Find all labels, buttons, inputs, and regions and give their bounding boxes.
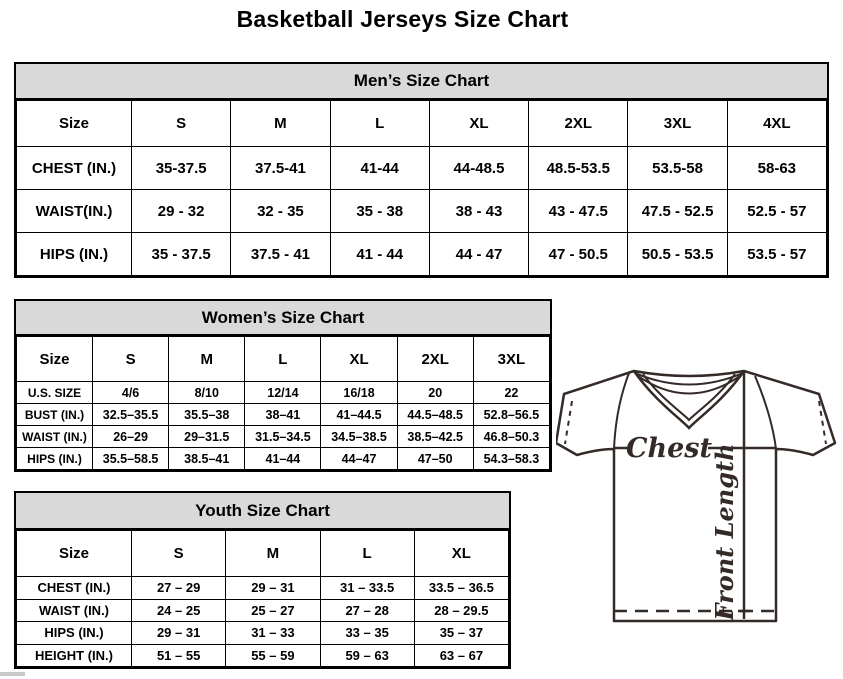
size-value-cell: 53.5 - 57 bbox=[727, 233, 826, 276]
size-value-cell: 63 – 67 bbox=[414, 644, 508, 667]
row-label: U.S. SIZE bbox=[17, 382, 93, 404]
size-value-cell: 37.5-41 bbox=[231, 147, 330, 190]
size-value-cell: 59 – 63 bbox=[320, 644, 414, 667]
size-value-cell: 28 – 29.5 bbox=[414, 599, 508, 622]
row-label: WAIST (IN.) bbox=[17, 599, 132, 622]
table-row bbox=[17, 382, 550, 404]
col-header-4xl: 4XL bbox=[727, 101, 826, 147]
womens-size-grid bbox=[16, 336, 550, 470]
size-value-cell: 20 bbox=[397, 382, 473, 404]
size-value-cell: 26–29 bbox=[93, 426, 169, 448]
scrollbar-fragment bbox=[0, 672, 25, 676]
size-value-cell: 37.5 - 41 bbox=[231, 233, 330, 276]
size-value-cell: 47 - 50.5 bbox=[529, 233, 628, 276]
size-value-cell: 41-44 bbox=[330, 147, 429, 190]
column-header-row bbox=[17, 531, 509, 577]
size-value-cell: 38 - 43 bbox=[429, 190, 528, 233]
size-value-cell: 44 - 47 bbox=[429, 233, 528, 276]
size-value-cell: 29–31.5 bbox=[169, 426, 245, 448]
col-header-2xl: 2XL bbox=[397, 337, 473, 382]
table-row bbox=[17, 190, 827, 233]
col-header-s: S bbox=[93, 337, 169, 382]
col-header-m: M bbox=[231, 101, 330, 147]
size-value-cell: 41 - 44 bbox=[330, 233, 429, 276]
size-value-cell: 22 bbox=[473, 382, 549, 404]
col-header-s: S bbox=[132, 531, 226, 577]
col-header-m: M bbox=[169, 337, 245, 382]
size-value-cell: 31.5–34.5 bbox=[245, 426, 321, 448]
row-label: BUST (IN.) bbox=[17, 404, 93, 426]
row-label: CHEST (IN.) bbox=[17, 147, 132, 190]
youth-size-grid bbox=[16, 530, 509, 667]
row-label: HIPS (IN.) bbox=[17, 622, 132, 645]
size-value-cell: 4/6 bbox=[93, 382, 169, 404]
col-header-xl: XL bbox=[429, 101, 528, 147]
size-value-cell: 44.5–48.5 bbox=[397, 404, 473, 426]
table-row bbox=[17, 448, 550, 470]
table-row bbox=[17, 426, 550, 448]
col-header-l: L bbox=[245, 337, 321, 382]
size-value-cell: 35.5–38 bbox=[169, 404, 245, 426]
size-value-cell: 29 – 31 bbox=[226, 577, 320, 600]
row-label: HIPS (IN.) bbox=[17, 233, 132, 276]
jersey-measurement-diagram bbox=[556, 364, 838, 626]
size-value-cell: 27 – 28 bbox=[320, 599, 414, 622]
col-header-s: S bbox=[132, 101, 231, 147]
size-value-cell: 35.5–58.5 bbox=[93, 448, 169, 470]
size-value-cell: 32 - 35 bbox=[231, 190, 330, 233]
size-value-cell: 12/14 bbox=[245, 382, 321, 404]
col-header-2xl: 2XL bbox=[529, 101, 628, 147]
jersey-diagram-svg bbox=[556, 364, 838, 626]
chest-label: Chest bbox=[626, 433, 712, 464]
size-value-cell: 16/18 bbox=[321, 382, 397, 404]
size-value-cell: 44-48.5 bbox=[429, 147, 528, 190]
size-value-cell: 8/10 bbox=[169, 382, 245, 404]
size-value-cell: 41–44.5 bbox=[321, 404, 397, 426]
size-value-cell: 58-63 bbox=[727, 147, 826, 190]
size-value-cell: 33 – 35 bbox=[320, 622, 414, 645]
jersey-silhouette bbox=[556, 371, 835, 621]
youth-size-table bbox=[14, 491, 511, 669]
size-value-cell: 31 – 33 bbox=[226, 622, 320, 645]
size-value-cell: 29 – 31 bbox=[132, 622, 226, 645]
size-value-cell: 29 - 32 bbox=[132, 190, 231, 233]
size-value-cell: 38.5–41 bbox=[169, 448, 245, 470]
col-header-3xl: 3XL bbox=[473, 337, 549, 382]
table-row bbox=[17, 404, 550, 426]
table-row bbox=[17, 644, 509, 667]
size-value-cell: 47–50 bbox=[397, 448, 473, 470]
womens-size-table bbox=[14, 299, 552, 472]
mens-size-grid bbox=[16, 100, 827, 276]
page-title: Basketball Jerseys Size Chart bbox=[236, 6, 569, 32]
table-row bbox=[17, 233, 827, 276]
column-header-row bbox=[17, 101, 827, 147]
size-value-cell: 48.5-53.5 bbox=[529, 147, 628, 190]
size-value-cell: 32.5–35.5 bbox=[93, 404, 169, 426]
size-value-cell: 43 - 47.5 bbox=[529, 190, 628, 233]
size-value-cell: 27 – 29 bbox=[132, 577, 226, 600]
col-header-3xl: 3XL bbox=[628, 101, 727, 147]
size-value-cell: 53.5-58 bbox=[628, 147, 727, 190]
size-value-cell: 55 – 59 bbox=[226, 644, 320, 667]
size-value-cell: 35 - 38 bbox=[330, 190, 429, 233]
size-value-cell: 35-37.5 bbox=[132, 147, 231, 190]
table-row bbox=[17, 622, 509, 645]
table-row bbox=[17, 147, 827, 190]
front-length-label: Front Length bbox=[710, 443, 739, 621]
mens-table-title: Men’s Size Chart bbox=[16, 64, 827, 100]
row-label: WAIST (IN.) bbox=[17, 426, 93, 448]
col-header-l: L bbox=[330, 101, 429, 147]
col-header-m: M bbox=[226, 531, 320, 577]
youth-table-title: Youth Size Chart bbox=[16, 493, 509, 530]
size-value-cell: 34.5–38.5 bbox=[321, 426, 397, 448]
table-row bbox=[17, 577, 509, 600]
size-value-cell: 46.8–50.3 bbox=[473, 426, 549, 448]
col-header-size: Size bbox=[17, 531, 132, 577]
row-label: HIPS (IN.) bbox=[17, 448, 93, 470]
col-header-l: L bbox=[320, 531, 414, 577]
row-label: HEIGHT (IN.) bbox=[17, 644, 132, 667]
mens-size-table bbox=[14, 62, 829, 278]
row-label: WAIST(IN.) bbox=[17, 190, 132, 233]
size-value-cell: 54.3–58.3 bbox=[473, 448, 549, 470]
column-header-row bbox=[17, 337, 550, 382]
size-value-cell: 38.5–42.5 bbox=[397, 426, 473, 448]
size-value-cell: 47.5 - 52.5 bbox=[628, 190, 727, 233]
size-value-cell: 51 – 55 bbox=[132, 644, 226, 667]
col-header-xl: XL bbox=[414, 531, 508, 577]
size-value-cell: 44–47 bbox=[321, 448, 397, 470]
size-value-cell: 38–41 bbox=[245, 404, 321, 426]
size-value-cell: 31 – 33.5 bbox=[320, 577, 414, 600]
size-value-cell: 41–44 bbox=[245, 448, 321, 470]
size-value-cell: 35 – 37 bbox=[414, 622, 508, 645]
row-label: CHEST (IN.) bbox=[17, 577, 132, 600]
size-value-cell: 50.5 - 53.5 bbox=[628, 233, 727, 276]
womens-table-title: Women’s Size Chart bbox=[16, 301, 550, 336]
col-header-size: Size bbox=[17, 337, 93, 382]
size-value-cell: 25 – 27 bbox=[226, 599, 320, 622]
size-value-cell: 52.8–56.5 bbox=[473, 404, 549, 426]
table-row bbox=[17, 599, 509, 622]
size-value-cell: 33.5 – 36.5 bbox=[414, 577, 508, 600]
col-header-size: Size bbox=[17, 101, 132, 147]
size-value-cell: 52.5 - 57 bbox=[727, 190, 826, 233]
size-value-cell: 24 – 25 bbox=[132, 599, 226, 622]
col-header-xl: XL bbox=[321, 337, 397, 382]
size-value-cell: 35 - 37.5 bbox=[132, 233, 231, 276]
